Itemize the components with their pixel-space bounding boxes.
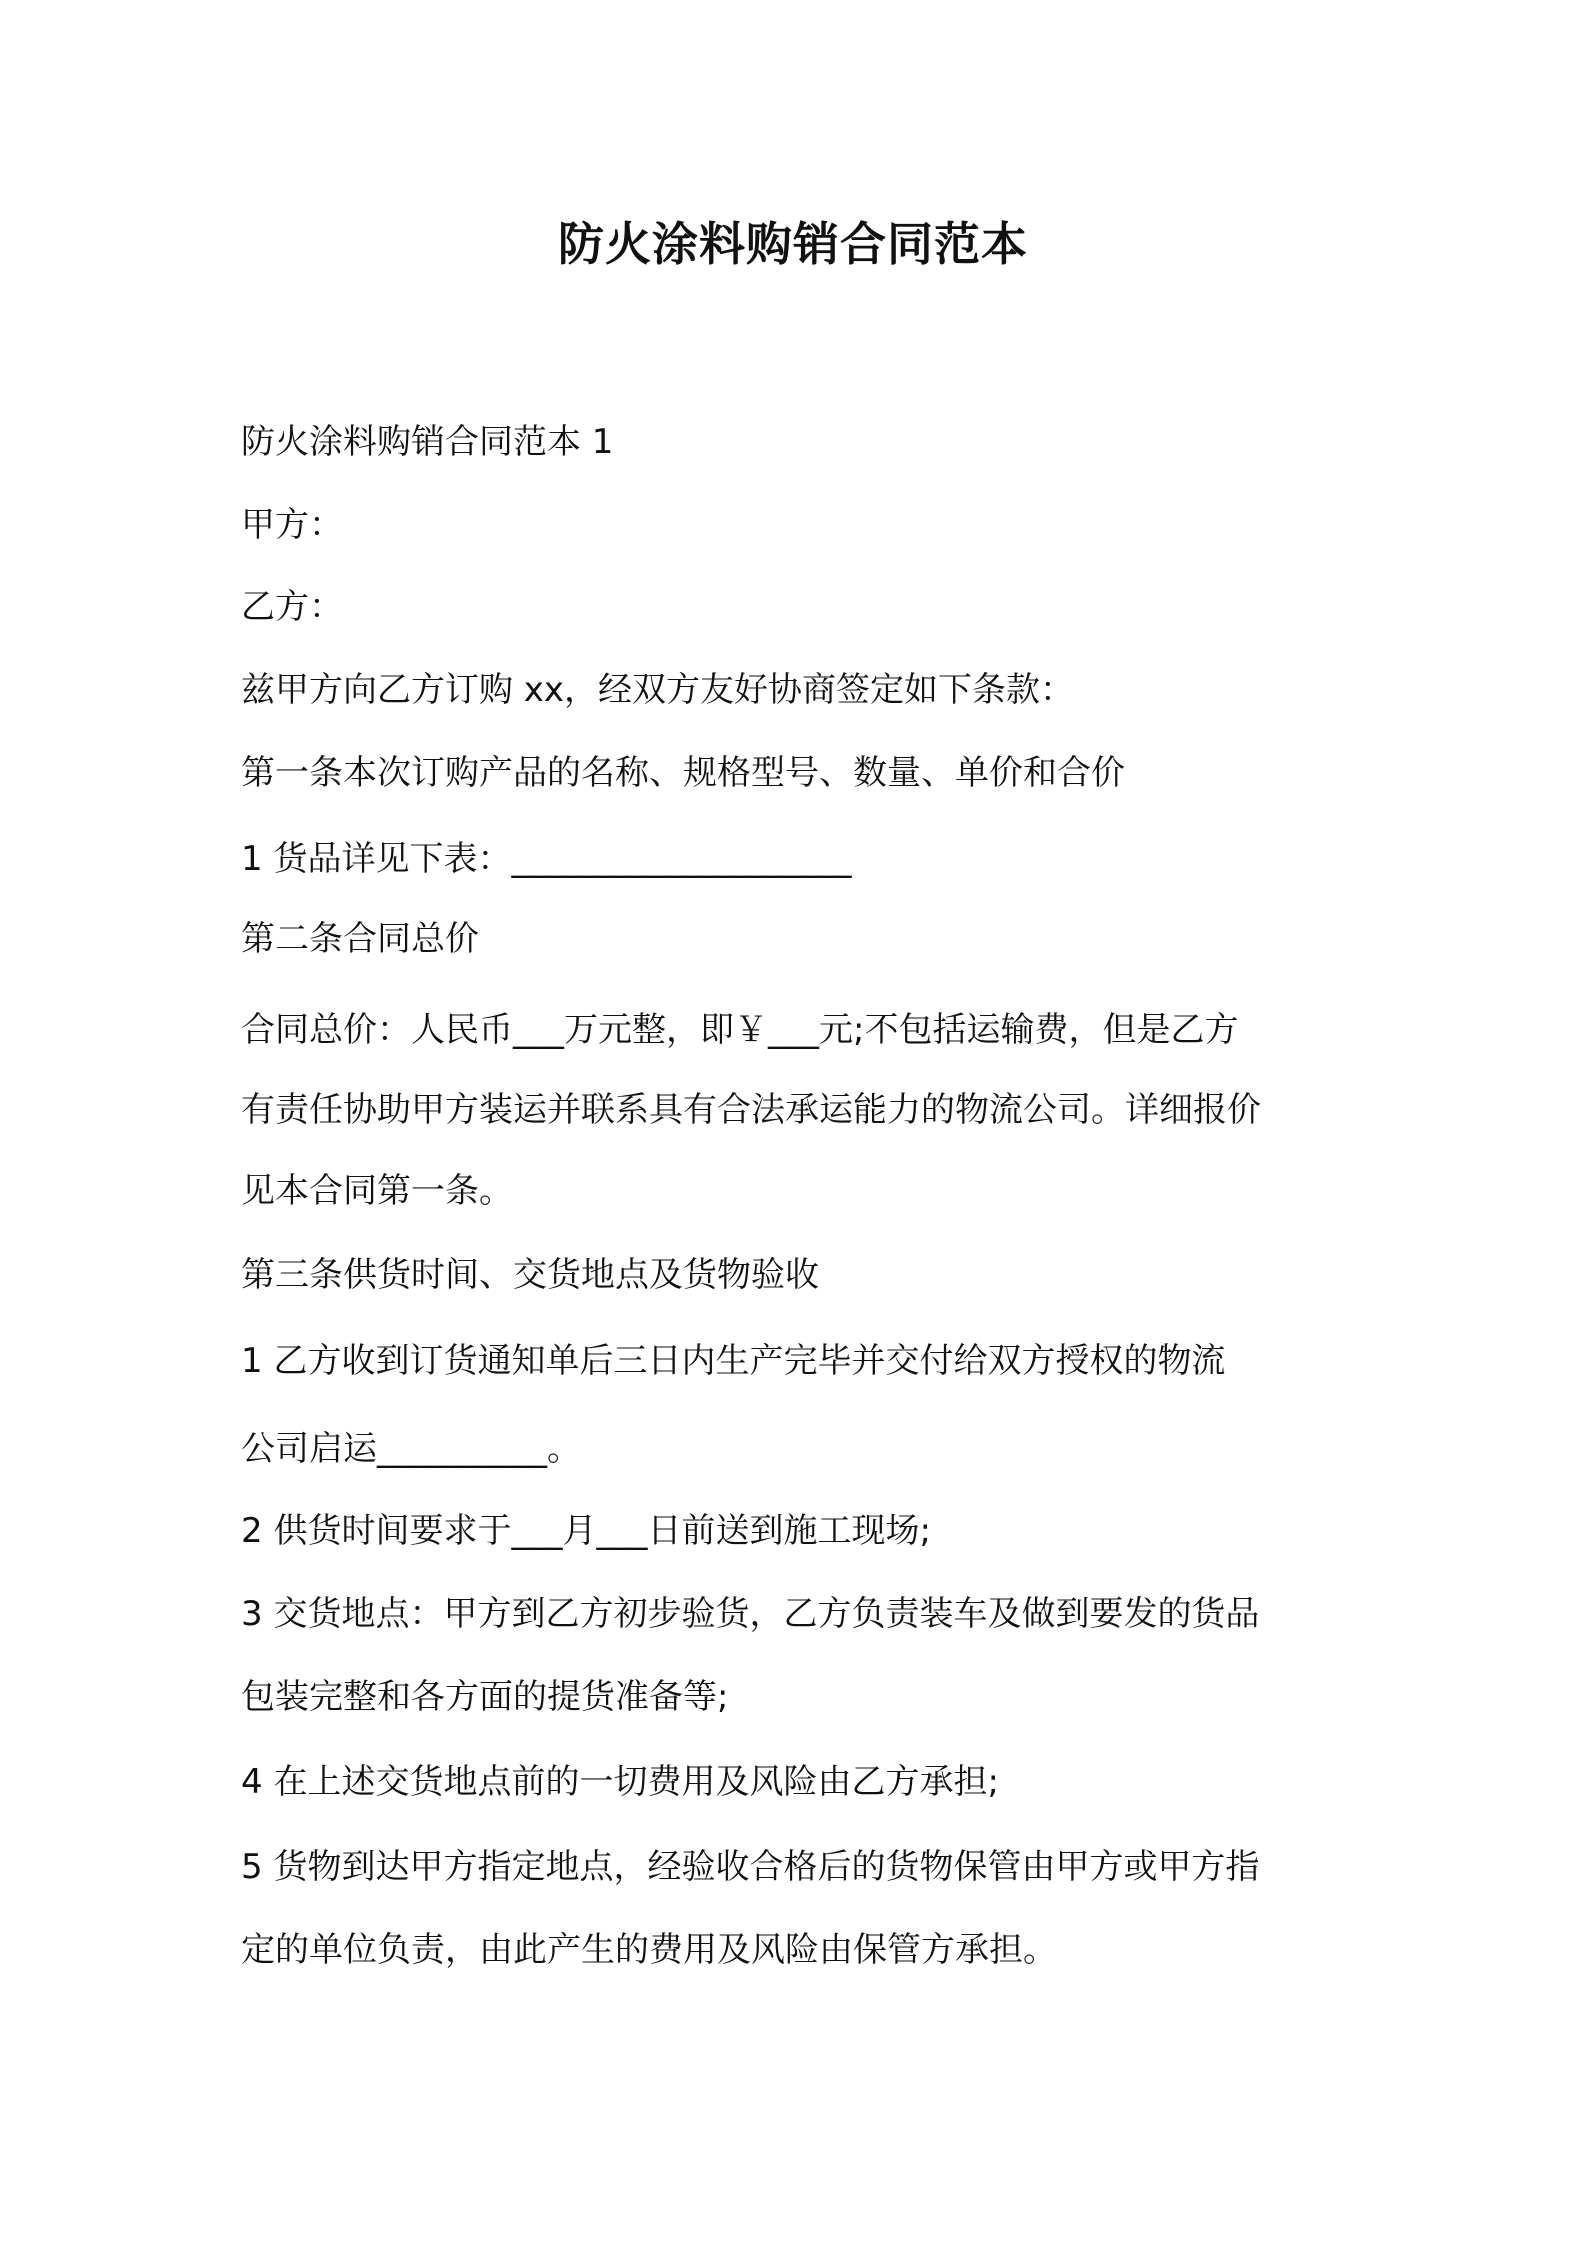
paragraph-line: 兹甲方向乙方订购 xx，经双方友好协商签定如下条款： [241,670,1075,710]
paragraph-line: 1 乙方收到订货通知单后三日内生产完毕并交付给双方授权的物流 [241,1341,1226,1381]
paragraph-line: 1 货品详见下表：____________________ [241,839,852,879]
article-heading: 第二条合同总价 [241,919,479,959]
paragraph-line: 公司启运__________。 [241,1429,581,1469]
article-heading: 第一条本次订购产品的名称、规格型号、数量、单价和合价 [241,753,1125,793]
paragraph-line: 定的单位负责，由此产生的费用及风险由保管方承担。 [241,1930,1057,1970]
paragraph-line: 3 交货地点：甲方到乙方初步验货，乙方负责装车及做到要发的货品 [241,1594,1260,1634]
paragraph-line: 4 在上述交货地点前的一切费用及风险由乙方承担; [241,1762,999,1802]
paragraph-line: 有责任协助甲方装运并联系具有合法承运能力的物流公司。详细报价 [241,1090,1261,1130]
paragraph-line: 2 供货时间要求于___月___日前送到施工现场; [241,1511,931,1551]
party-a-line: 甲方： [241,505,343,545]
document-title: 防火涂料购销合同范本 [558,217,1028,271]
paragraph-line: 见本合同第一条。 [241,1171,513,1211]
paragraph-line: 合同总价：人民币___万元整，即￥___元;不包括运输费，但是乙方 [241,1010,1239,1050]
paragraph-line: 包装完整和各方面的提货准备等; [241,1677,729,1717]
section-heading: 防火涂料购销合同范本 1 [241,422,614,462]
paragraph-line: 5 货物到达甲方指定地点，经验收合格后的货物保管由甲方或甲方指 [241,1847,1260,1887]
article-heading: 第三条供货时间、交货地点及货物验收 [241,1255,819,1295]
party-b-line: 乙方： [241,587,343,627]
